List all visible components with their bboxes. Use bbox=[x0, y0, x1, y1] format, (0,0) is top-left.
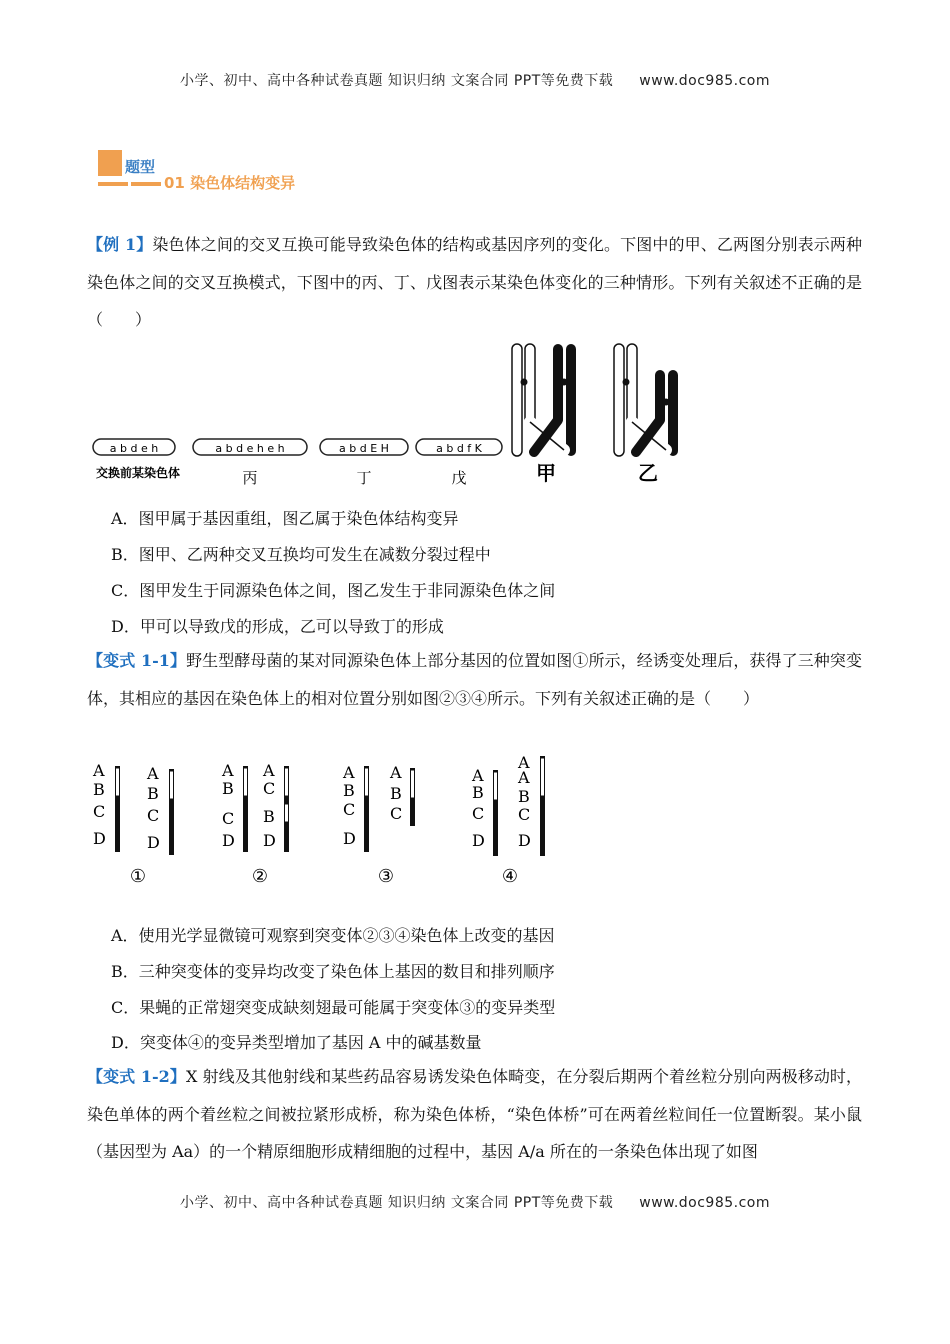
gene-label: B bbox=[222, 779, 234, 798]
mutant-2 bbox=[221, 761, 289, 887]
mutant-3 bbox=[342, 763, 415, 887]
example1-figure bbox=[88, 340, 708, 490]
gene-label: A bbox=[518, 768, 530, 787]
label-yi: 乙 bbox=[638, 461, 658, 485]
example1-question bbox=[87, 226, 862, 339]
question-text: 野生型酵母菌的某对同源染色体上部分基因的位置如图①所示，经诱变处理后，获得了三种突变体，其相应的基因在染色体上的相对位置分别如图②③④所示。下列有关叙述正确的是（ ） bbox=[87, 651, 862, 708]
label-jia: 甲 bbox=[536, 461, 556, 485]
gene-label: A bbox=[472, 766, 484, 785]
gene-label: D bbox=[343, 829, 356, 848]
chromosome-bing bbox=[193, 439, 307, 455]
gene-label: C bbox=[390, 804, 403, 823]
gene-label: C bbox=[93, 802, 106, 821]
mutant-1 bbox=[92, 761, 174, 887]
crossover-jia bbox=[512, 344, 576, 485]
label-before: 交换前某染色体 bbox=[96, 466, 181, 480]
gene-label: B bbox=[147, 784, 159, 803]
gene-label: A bbox=[263, 761, 275, 780]
footer-url[interactable]: www.doc985.com bbox=[639, 1195, 771, 1211]
question-text: X 射线及其他射线和某些药品容易诱发染色体畸变，在分裂后期两个着丝粒分别向两极移动时，染色单体的两个着丝粒之间被拉紧形成桥，称为染色体桥，“染色体桥”可在两着丝粒间任一位置断裂。某小鼠（基因型为 Aa）的一个精原细胞形成精细胞的过程中，基因 A/a 所在的一条染色体出现了如图 bbox=[87, 1067, 862, 1161]
variant11-figure bbox=[88, 752, 568, 892]
figure-label: ④ bbox=[501, 866, 519, 887]
gene-label: A bbox=[518, 753, 530, 772]
question-tag: 【变式 1-1】 bbox=[87, 651, 187, 670]
label-bing: 丙 bbox=[242, 469, 258, 487]
variant12-question bbox=[87, 1058, 862, 1171]
option-d: D．甲可以导致戊的形成，乙可以导致丁的形成 bbox=[111, 617, 444, 636]
option-c: C．图甲发生于同源染色体之间，图乙发生于非同源染色体之间 bbox=[111, 581, 556, 600]
gene-label: A bbox=[390, 763, 402, 782]
footer-text: 小学、初中、高中各种试卷真题 知识归纳 文案合同 PPT等免费下载 bbox=[179, 1195, 614, 1211]
gene-label: A bbox=[222, 761, 234, 780]
gene-label: D bbox=[518, 831, 531, 850]
gene-label: B bbox=[518, 787, 530, 806]
option-c: C．果蝇的正常翅突变成缺刻翅最可能属于突变体③的变异类型 bbox=[111, 998, 556, 1017]
header-url[interactable]: www.doc985.com bbox=[639, 73, 771, 89]
gene-label: A bbox=[343, 763, 355, 782]
crossover-yi bbox=[614, 344, 678, 485]
question-tag: 【变式 1-2】 bbox=[87, 1067, 186, 1086]
gene-label: A bbox=[147, 764, 159, 783]
gene-label: B bbox=[263, 807, 275, 826]
section-heading bbox=[98, 150, 358, 192]
option-a: A．图甲属于基因重组，图乙属于染色体结构变异 bbox=[111, 509, 459, 528]
section-square-icon bbox=[98, 150, 122, 176]
section-title: 01 染色体结构变异 bbox=[164, 174, 296, 192]
page-footer bbox=[0, 1192, 950, 1212]
genes-bing: a b d e h e h bbox=[215, 442, 285, 455]
chromosome-wu bbox=[416, 439, 502, 455]
section-label: 题型 bbox=[125, 158, 156, 176]
gene-label: D bbox=[263, 831, 276, 850]
page-header bbox=[0, 70, 950, 90]
gene-label: C bbox=[263, 779, 276, 798]
figure-label: ① bbox=[129, 866, 147, 887]
gene-label: C bbox=[472, 804, 485, 823]
gene-label: D bbox=[147, 833, 160, 852]
gene-label: A bbox=[93, 761, 105, 780]
option-b: B．三种突变体的变异均改变了染色体上基因的数目和排列顺序 bbox=[111, 962, 555, 981]
figure-label: ③ bbox=[377, 866, 395, 887]
gene-label: C bbox=[147, 806, 160, 825]
gene-label: D bbox=[222, 831, 235, 850]
genes-before: a b d e h bbox=[109, 442, 159, 455]
variant11-question bbox=[87, 642, 862, 717]
gene-label: C bbox=[518, 805, 531, 824]
chromosome-ding bbox=[320, 439, 408, 455]
mutant-4 bbox=[471, 753, 545, 887]
gene-label: B bbox=[472, 783, 484, 802]
option-a: A．使用光学显微镜可观察到突变体②③④染色体上改变的基因 bbox=[111, 926, 555, 945]
section-underline bbox=[98, 182, 128, 186]
header-text: 小学、初中、高中各种试卷真题 知识归纳 文案合同 PPT等免费下载 bbox=[179, 73, 614, 89]
gene-label: C bbox=[222, 809, 235, 828]
genes-ding: a b d E H bbox=[339, 442, 389, 455]
gene-label: B bbox=[93, 780, 105, 799]
genes-wu: a b d f K bbox=[436, 442, 482, 455]
gene-label: D bbox=[472, 831, 485, 850]
figure-label: ② bbox=[251, 866, 269, 887]
question-tag: 【例 1】 bbox=[87, 235, 153, 254]
chromosome-before bbox=[93, 439, 175, 455]
gene-label: C bbox=[343, 800, 356, 819]
gene-label: B bbox=[343, 781, 355, 800]
option-b: B．图甲、乙两种交叉互换均可发生在减数分裂过程中 bbox=[111, 545, 491, 564]
gene-label: B bbox=[390, 784, 402, 803]
label-ding: 丁 bbox=[356, 469, 372, 487]
section-underline bbox=[131, 182, 161, 186]
gene-label: D bbox=[93, 829, 106, 848]
label-wu: 戊 bbox=[451, 469, 467, 487]
question-text: 染色体之间的交叉互换可能导致染色体的结构或基因序列的变化。下图中的甲、乙两图分别表示两种染色体之间的交叉互换模式，下图中的丙、丁、戊图表示某染色体变化的三种情形。下列有关叙述不正确的是（ ） bbox=[87, 235, 862, 329]
option-d: D．突变体④的变异类型增加了基因 A 中的碱基数量 bbox=[111, 1033, 482, 1052]
